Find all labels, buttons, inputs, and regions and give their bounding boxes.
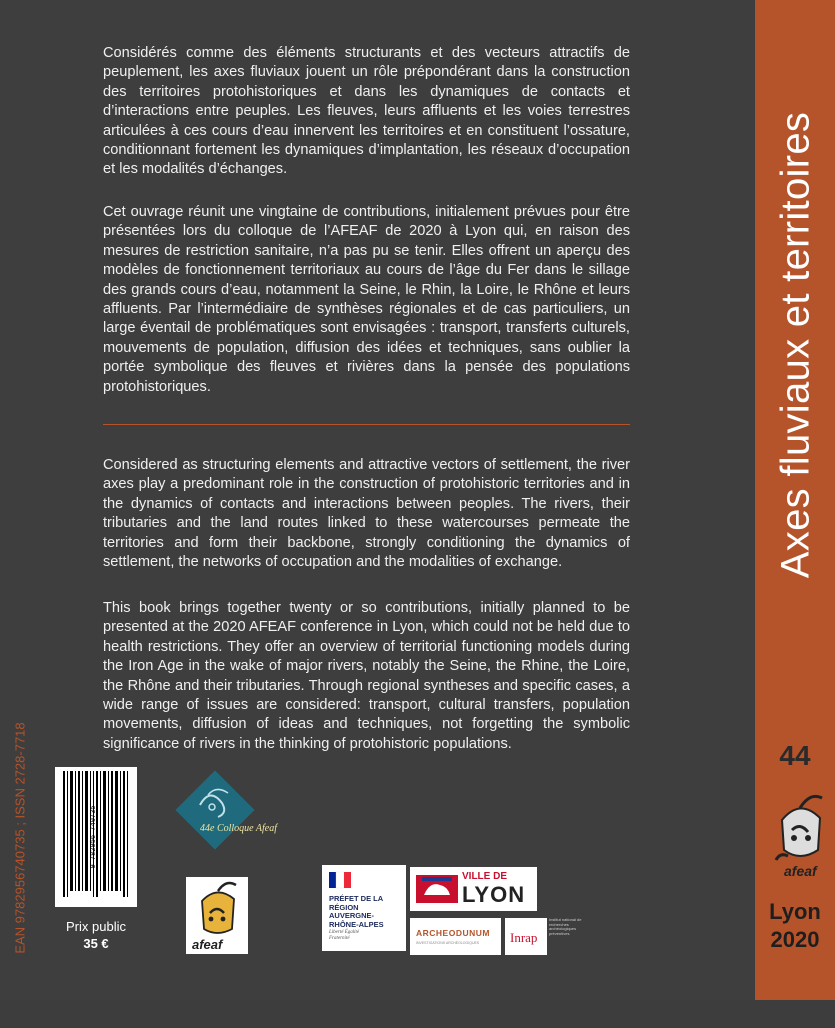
colloque-logo [170,765,278,855]
spine-city-year [769,898,821,954]
ean-issn: EAN 9782956740735 ; ISSN 2728-7718 [12,722,28,954]
archeodunum-subtitle: INVESTIGATIONS ARCHÉOLOGIQUES [416,941,480,945]
lyon-label-main: LYON [462,882,526,907]
prefet-motto: Liberté Égalité Fraternité [329,930,360,941]
price-label: Prix public [66,919,126,934]
archeodunum-logo [410,918,501,955]
lyon-label-top: VILLE DE [462,871,508,882]
afeaf-logo [186,877,248,954]
afeaf-spine-logo [770,790,830,880]
afeaf-spine-logo-label: afeaf [784,863,817,879]
summary-fr-paragraph-2: Cet ouvrage réunit une vingtaine de contributions, initialement prévues pour être présentées lors du colloque de l’AFEAF de 2020 à Lyon qui, en raison des mesures de restriction sanitaire, n’a pas pu se tenir. Elles offrent un aperçu des modèles de fonctionnement territoriaux au cours de l’âge du Fer dans le sillage des grands cours d’eau, notamment la Seine, le Rhin, la Loire, le Rhône et leurs affluents. Par l’intermédiaire de synthèses régionales et de cas particuliers, un large éventail de problématiques sont envisagées : transport, transferts culturels, mouvements de population, diffusion des idées et techniques, sans oublier la portée symbolique des fleuves et rivières dans la pensée des populations protohistoriques. [103,204,630,395]
archeodunum-name: ARCHEODUNUM [416,928,490,938]
volume-number: 44 [779,740,811,771]
ville-de-lyon-logo [410,867,537,911]
inrap-logo [505,918,547,955]
inrap-subtitle: Institut national de recherches archéologiques préventives [549,917,582,936]
prefet-logo [322,865,406,951]
inrap-name: Inrap [510,930,538,945]
barcode-digits: 9 782956 740735 [90,805,98,869]
lion-icon [416,875,458,903]
french-flag-icon [329,872,351,888]
price-value: 35 € [83,936,109,951]
afeaf-logo-label: afeaf [192,937,223,952]
divider [103,424,630,425]
summary-fr-paragraph-1: Considérés comme des éléments structurants et des vecteurs attractifs de peuplement, les axes fluviaux jouent un rôle prépondérant dans la construction des territoires protohistoriques et dans les dynamiques de contacts et d’interactions entre peuples. Les fleuves, leurs affluents et les voies terrestres articulées à ces cours d’eau innervent les territoires et en constituent l’ossature, conditionnant fortement les dynamiques d’implantation, les réseaux d’occupation et les modalités d’échanges. [103,45,630,178]
colloque-logo-label: 44e Colloque Afeaf [200,823,278,834]
barcode [55,767,137,907]
prefet-name: PRÉFET DE LA RÉGION AUVERGNE-RHÔNE-ALPES [329,894,384,929]
summary-en-paragraph-1: Considered as structuring elements and attractive vectors of settlement, the river axes play a predominant role in the construction of protohistoric territories and in the dynamics of contacts and interactions between peoples. The rivers, their tributaries and the land routes linked to these watercourses permeate the territories and form their backbone, strongly conditioning the dynamics of settlement, the networks of occupation and the modalities of exchange. [103,457,630,571]
spine-year: 2020 [770,927,820,952]
summary-en-paragraph-2: This book brings together twenty or so contributions, initially planned to be presented at the 2020 AFEAF conference in Lyon, which could not be held due to health restrictions. They offer an overview of territorial functioning models during the Iron Age in the wake of major rivers, notably the Seine, the Rhine, the Loire, the Rhône and their tributaries. Through regional syntheses and specific cases, a wide range of issues are considered: transport, cultural transfers, population movements, diffusion of ideas and techniques, not forgetting the symbolic significance of rivers in the thinking of protohistoric populations. [103,600,630,752]
spine-title: Axes fluviaux et territoires [773,111,818,579]
spine-city: Lyon [769,899,821,924]
